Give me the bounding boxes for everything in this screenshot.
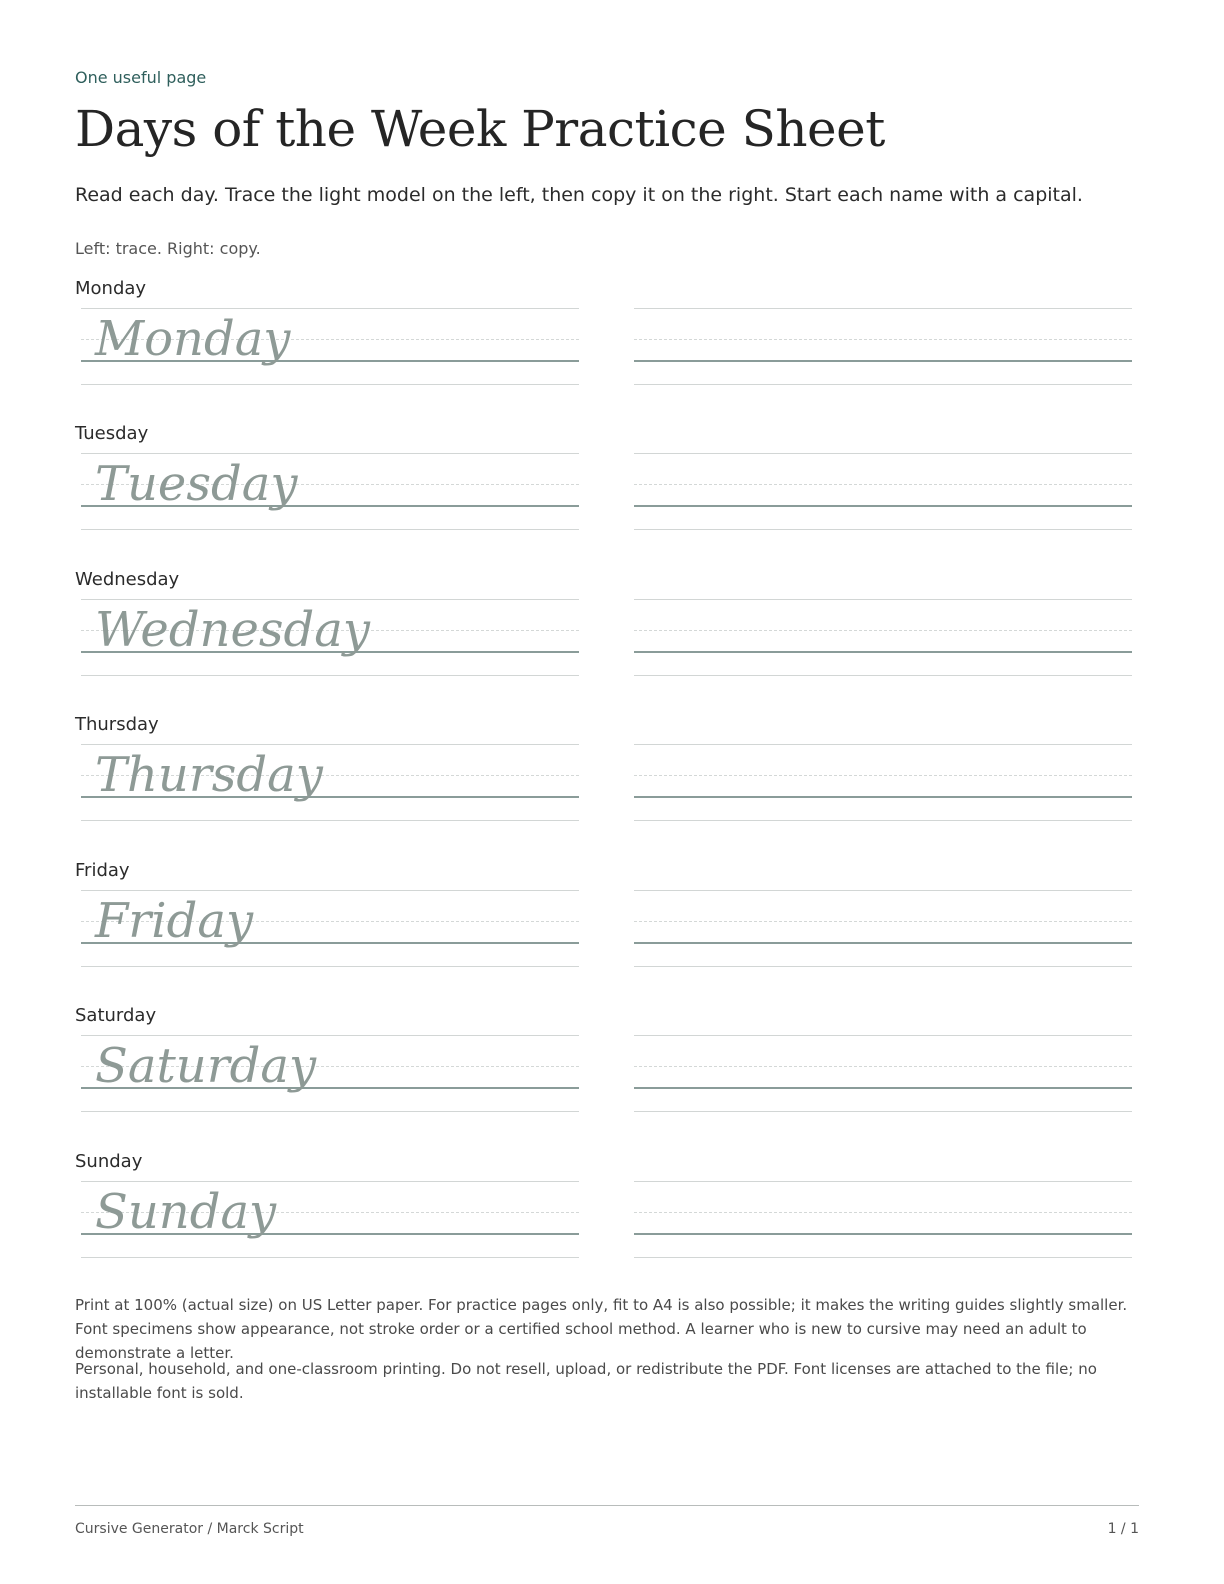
trace-model-text: Friday <box>95 893 254 949</box>
guide-midline <box>634 1066 1132 1067</box>
guide-top-line <box>634 744 1132 745</box>
guide-top-line <box>634 599 1132 600</box>
guide-descender-line <box>634 820 1132 821</box>
guide-midline <box>634 339 1132 340</box>
guide-midline <box>634 484 1132 485</box>
guide-top-line <box>634 1035 1132 1036</box>
day-block-thursday <box>75 714 1139 854</box>
guide-descender-line <box>81 529 579 530</box>
day-label: Wednesday <box>75 569 180 590</box>
guide-midline <box>634 1212 1132 1213</box>
day-block-sunday <box>75 1151 1139 1291</box>
trace-guide <box>81 1181 579 1261</box>
day-block-tuesday <box>75 423 1139 563</box>
trace-model-text: Saturday <box>95 1038 317 1094</box>
trace-model-text: Wednesday <box>95 602 370 658</box>
guide-top-line <box>634 308 1132 309</box>
guide-top-line <box>634 890 1132 891</box>
print-note: Print at 100% (actual size) on US Letter paper. For practice pages only, fit to A4 is also possible; it makes the writing guides slightly smaller. Font specimens show appearance, not stroke order or a certified school method. A learner who is new to cursive may need an adult to demonstrate a letter. <box>75 1296 1128 1362</box>
guide-top-line <box>634 1181 1132 1182</box>
page-title: Days of the Week Practice Sheet <box>75 100 885 158</box>
day-block-wednesday <box>75 569 1139 709</box>
copy-guide <box>634 308 1132 388</box>
guide-descender-line <box>81 1111 579 1112</box>
guide-descender-line <box>81 1257 579 1258</box>
footer-divider <box>75 1505 1139 1506</box>
trace-model-text: Sunday <box>95 1184 277 1240</box>
license-note: Personal, household, and one-classroom printing. Do not resell, upload, or redistribute the PDF. Font licenses are attached to the file; no installable font is sold. <box>75 1360 1097 1402</box>
guide-descender-line <box>634 1111 1132 1112</box>
trace-model-text: Tuesday <box>95 456 298 512</box>
trace-guide <box>81 890 579 970</box>
day-label: Tuesday <box>75 423 149 444</box>
guide-descender-line <box>81 966 579 967</box>
guide-top-line <box>634 453 1132 454</box>
day-label: Sunday <box>75 1151 143 1172</box>
copy-guide <box>634 744 1132 824</box>
guide-descender-line <box>634 675 1132 676</box>
copy-guide <box>634 453 1132 533</box>
footer-page-number: 1 / 1 <box>1107 1521 1139 1537</box>
trace-copy-legend: Left: trace. Right: copy. <box>75 239 261 258</box>
guide-descender-line <box>634 1257 1132 1258</box>
guide-descender-line <box>634 529 1132 530</box>
trace-guide <box>81 1035 579 1115</box>
guide-baseline <box>634 1233 1132 1235</box>
guide-baseline <box>634 942 1132 944</box>
day-block-saturday <box>75 1005 1139 1145</box>
day-block-friday <box>75 860 1139 1000</box>
guide-midline <box>634 921 1132 922</box>
day-label: Friday <box>75 860 130 881</box>
guide-descender-line <box>81 384 579 385</box>
copy-guide <box>634 599 1132 679</box>
guide-baseline <box>634 505 1132 507</box>
guide-descender-line <box>634 966 1132 967</box>
guide-baseline <box>634 360 1132 362</box>
guide-baseline <box>634 651 1132 653</box>
guide-midline <box>634 775 1132 776</box>
guide-descender-line <box>81 675 579 676</box>
day-label: Saturday <box>75 1005 157 1026</box>
trace-guide <box>81 599 579 679</box>
day-block-monday <box>75 278 1139 418</box>
copy-guide <box>634 1181 1132 1261</box>
guide-baseline <box>634 796 1132 798</box>
trace-model-text: Monday <box>95 311 291 367</box>
day-label: Thursday <box>75 714 159 735</box>
guide-midline <box>634 630 1132 631</box>
copy-guide <box>634 1035 1132 1115</box>
trace-guide <box>81 744 579 824</box>
trace-guide <box>81 308 579 388</box>
trace-guide <box>81 453 579 533</box>
guide-descender-line <box>81 820 579 821</box>
footer-source: Cursive Generator / Marck Script <box>75 1521 304 1537</box>
instructions: Read each day. Trace the light model on the left, then copy it on the right. Start each name with a capital. <box>75 184 1083 206</box>
guide-descender-line <box>634 384 1132 385</box>
day-label: Monday <box>75 278 147 299</box>
kicker: One useful page <box>75 68 207 87</box>
guide-baseline <box>634 1087 1132 1089</box>
trace-model-text: Thursday <box>95 747 323 803</box>
practice-sheet <box>75 0 1139 1584</box>
copy-guide <box>634 890 1132 970</box>
